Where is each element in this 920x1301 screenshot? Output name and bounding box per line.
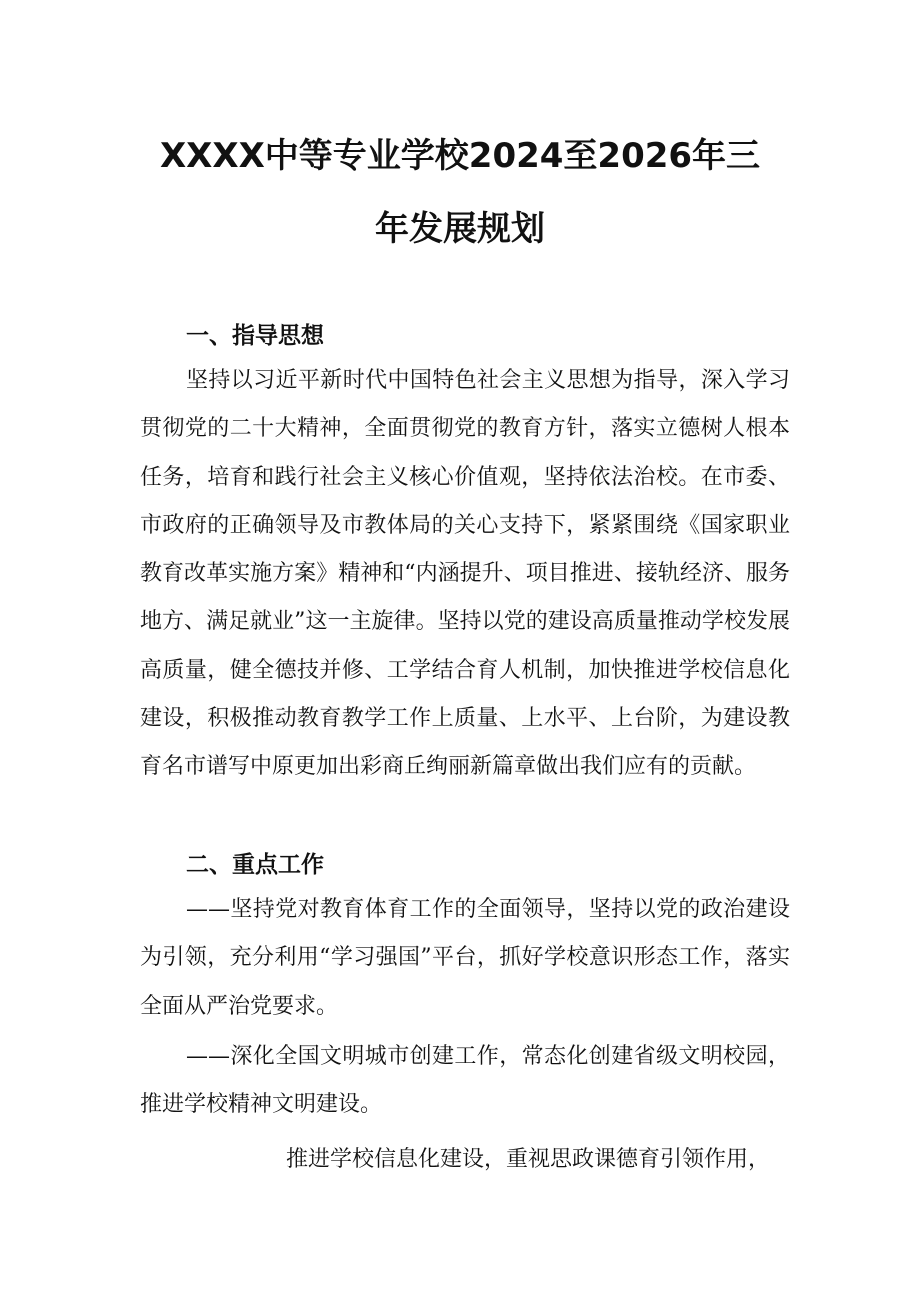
paragraph-party-leadership: ——坚持党对教育体育工作的全面领导，坚持以党的政治建设为引领，充分利用“学习强国”平台，抓好学校意识形态工作，落实全面从严治党要求。 bbox=[140, 897, 790, 1019]
document-title-line-1: XXXX中等专业学校2024至2026年三 bbox=[159, 136, 761, 176]
document-title-line-2: 年发展规划 bbox=[375, 209, 545, 249]
paragraph-guiding-ideology: 坚持以习近平新时代中国特色社会主义思想为指导，深入学习贯彻党的二十大精神，全面贯彻党的教育方针，落实立德树人根本任务，培育和践行社会主义核心价值观，坚持依法治校。在市委、市政府的正确领导及市教体局的关心支持下，紧紧围绕《国家职业教育改革实施方案》精神和“内涵提升、项目推进、接轨经济、服务地方、满足就业”这一主旋律。坚持以党的建设高质量推动学校发展高质量，健全德技并修、工学结合育人机制，加快推进学校信息化建设，积极推动教育教学工作上质量、上水平、上台阶，为建设教育名市谱写中原更加出彩商丘绚丽新篇章做出我们应有的贡献。 bbox=[140, 368, 790, 780]
section-heading-guiding-ideology: 一、指导思想 bbox=[186, 323, 324, 349]
section-heading-key-work: 二、重点工作 bbox=[186, 852, 324, 878]
paragraph-informatization: 推进学校信息化建设，重视思政课德育引领作用， bbox=[286, 1147, 771, 1172]
paragraph-civilized-city: ——深化全国文明城市创建工作，常态化创建省级文明校园，推进学校精神文明建设。 bbox=[140, 1044, 790, 1118]
